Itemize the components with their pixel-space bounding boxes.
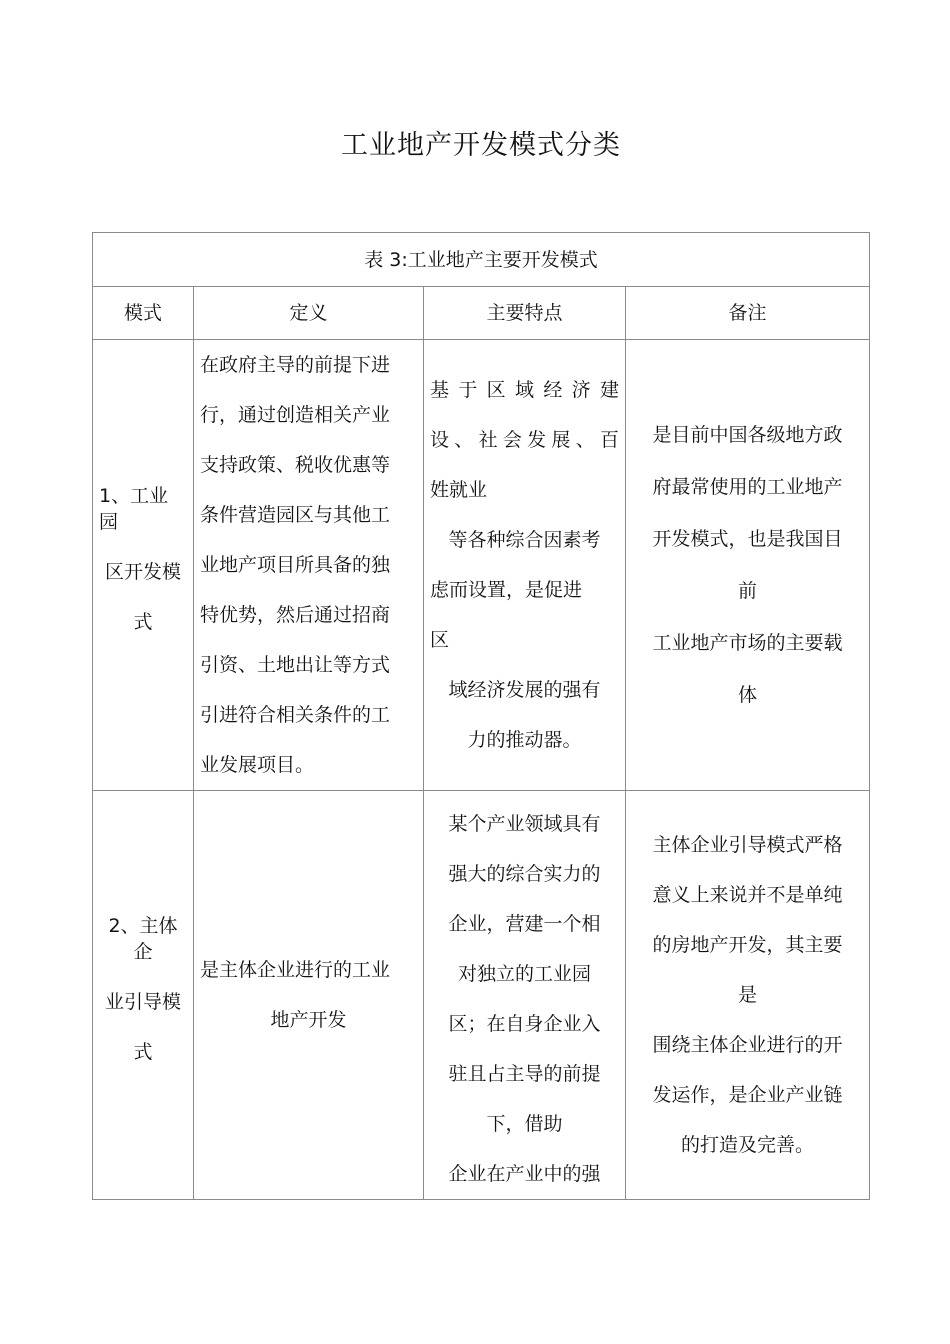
mode-cell <box>93 340 194 791</box>
cell-line: 行，通过创造相关产业 <box>200 404 391 426</box>
cell-line: 2、主体 <box>108 915 178 937</box>
cell-line: 体 <box>738 684 758 706</box>
cell-line: 地产开发 <box>270 1009 347 1031</box>
cell-line: 围绕主体企业进行的开 <box>652 1034 843 1056</box>
cell-line: 式 <box>133 611 153 633</box>
features-cell <box>424 791 626 1200</box>
table-caption-row <box>93 233 870 287</box>
page-title: 工业地产开发模式分类 <box>341 130 621 161</box>
cell-line: 园 <box>99 511 119 533</box>
cell-line: 式 <box>133 1041 153 1063</box>
definition-cell <box>194 340 424 791</box>
cell-line: 企业，营建一个相 <box>448 913 601 935</box>
header-features: 主要特点 <box>424 287 626 340</box>
remarks-cell <box>626 340 870 791</box>
cell-line: 强大的综合实力的 <box>448 863 601 885</box>
cell-line: 意义上来说并不是单纯 <box>652 884 843 906</box>
cell-line: 特优势，然后通过招商 <box>200 604 391 626</box>
cell-line: 某个产业领域具有 <box>448 813 601 835</box>
cell-line: 引资、土地出让等方式 <box>200 654 391 676</box>
cell-line: 是 <box>738 984 758 1006</box>
table-row <box>93 340 870 791</box>
header-remarks: 备注 <box>626 287 870 340</box>
mode-cell <box>93 791 194 1200</box>
cell-line: 下，借助 <box>486 1113 563 1135</box>
cell-line: 前 <box>738 580 758 602</box>
cell-line: 引进符合相关条件的工 <box>200 704 391 726</box>
cell-line: 业发展项目。 <box>200 754 315 776</box>
header-definition: 定义 <box>194 287 424 340</box>
table-header-row <box>93 287 870 340</box>
cell-line: 开发模式，也是我国目 <box>652 528 843 550</box>
cell-line: 区开发模 <box>104 561 181 583</box>
cell-line: 驻且占主导的前提 <box>448 1063 601 1085</box>
table-caption: 表 3:工业地产主要开发模式 <box>93 233 870 287</box>
cell-line: 区；在自身企业入 <box>448 1013 601 1035</box>
cell-line: 工业地产市场的主要载 <box>652 632 843 654</box>
cell-line: 业引导模 <box>104 991 181 1013</box>
cell-line: 条件营造园区与其他工 <box>200 504 391 526</box>
cell-line: 在政府主导的前提下进 <box>200 354 391 376</box>
table-row <box>93 791 870 1200</box>
cell-line: 等各种综合因素考 <box>448 529 601 551</box>
cell-line: 府最常使用的工业地产 <box>652 476 843 498</box>
cell-line: 域经济发展的强有 <box>448 679 601 701</box>
cell-line: 支持政策、税收优惠等 <box>200 454 391 476</box>
cell-line: 企业在产业中的强 <box>448 1163 601 1185</box>
cell-line: 主体企业引导模式严格 <box>652 834 843 856</box>
cell-line: 区 <box>430 629 450 651</box>
cell-line: 姓就业 <box>430 479 488 501</box>
cell-line: 设、社会发展、百 <box>430 429 619 451</box>
header-mode: 模式 <box>93 287 194 340</box>
cell-line: 虑而设置，是促进 <box>430 579 583 601</box>
cell-line: 的房地产开发，其主要 <box>652 934 843 956</box>
development-modes-table <box>92 232 870 1200</box>
cell-line: 是目前中国各级地方政 <box>652 424 843 446</box>
cell-line: 业地产项目所具备的独 <box>200 554 391 576</box>
cell-line: 基于区域经济建 <box>430 379 619 401</box>
cell-line: 的打造及完善。 <box>681 1134 815 1156</box>
cell-line: 是主体企业进行的工业 <box>200 959 391 981</box>
cell-line: 1、工业 <box>99 485 169 507</box>
definition-cell <box>194 791 424 1200</box>
cell-line: 企 <box>133 941 153 963</box>
cell-line: 发运作，是企业产业链 <box>652 1084 843 1106</box>
features-cell <box>424 340 626 791</box>
cell-line: 对独立的工业园 <box>457 963 591 985</box>
cell-line: 力的推动器。 <box>467 729 582 751</box>
remarks-cell <box>626 791 870 1200</box>
